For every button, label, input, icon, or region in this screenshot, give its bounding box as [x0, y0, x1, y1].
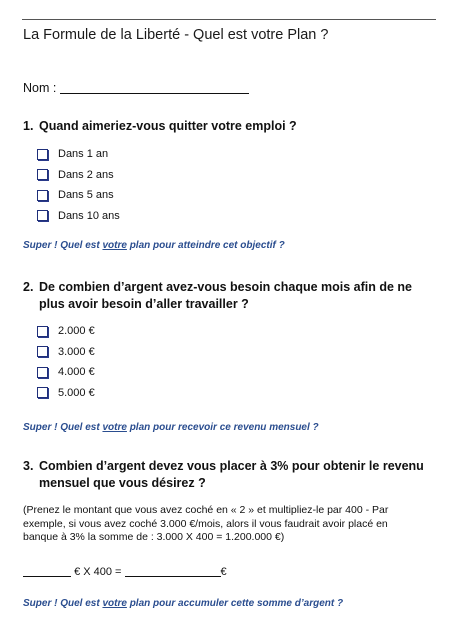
- checkbox-icon[interactable]: [37, 149, 48, 160]
- result-blank[interactable]: [125, 566, 221, 577]
- followup-text-start: Super ! Quel est: [23, 598, 103, 609]
- option-q2-2[interactable]: [37, 342, 95, 363]
- checkbox-icon[interactable]: [37, 210, 48, 221]
- followup-text-start: Super ! Quel est: [23, 422, 103, 433]
- option-label: Dans 1 an: [58, 148, 109, 161]
- checkbox-icon[interactable]: [37, 346, 48, 357]
- question-1-number: 1.: [23, 119, 34, 133]
- option-q2-4[interactable]: [37, 383, 95, 404]
- option-label: Dans 5 ans: [58, 189, 114, 202]
- checkbox-icon[interactable]: [37, 326, 48, 337]
- question-1-options: [37, 144, 120, 226]
- option-q2-1[interactable]: [37, 321, 95, 342]
- checkbox-icon[interactable]: [37, 190, 48, 201]
- option-q2-3[interactable]: [37, 362, 95, 383]
- followup-text-end: plan pour recevoir ce revenu mensuel ?: [126, 422, 319, 433]
- option-q1-3[interactable]: [37, 185, 120, 206]
- page-title: La Formule de la Liberté - Quel est votre Plan ?: [23, 27, 329, 43]
- option-label: 3.000 €: [58, 345, 95, 358]
- question-2-options: [37, 321, 95, 403]
- question-3-number: 3.: [23, 459, 34, 473]
- option-q1-4[interactable]: [37, 206, 120, 227]
- followup-text-start: Super ! Quel est: [23, 240, 103, 251]
- checkbox-icon[interactable]: [37, 367, 48, 378]
- option-q1-1[interactable]: [37, 144, 120, 165]
- question-2-text: De combien d’argent avez-vous besoin chaque mois afin de ne plus avoir besoin d’aller travailler ?: [39, 280, 413, 311]
- question-1: [23, 118, 423, 135]
- header-rule: [22, 19, 436, 20]
- question-2: [23, 279, 428, 313]
- result-unit: €: [220, 566, 227, 578]
- question-2-number: 2.: [23, 280, 34, 294]
- followup-text-end: plan pour atteindre cet objectif ?: [126, 240, 285, 251]
- question-3-text: Combien d’argent devez vous placer à 3% pour obtenir le revenu mensuel que vous désirez ?: [39, 459, 424, 490]
- option-label: Dans 10 ans: [58, 209, 120, 222]
- calculation-row: [23, 566, 227, 578]
- option-label: 4.000 €: [58, 366, 95, 379]
- followup-text-end: plan pour accumuler cette somme d’argent ?: [126, 598, 344, 609]
- followup-emphasis: votre: [102, 240, 127, 251]
- name-label: Nom :: [23, 81, 57, 95]
- question-2-followup: [23, 422, 319, 433]
- followup-emphasis: votre: [102, 598, 127, 609]
- name-field-row: [23, 81, 249, 95]
- option-q1-2[interactable]: [37, 165, 120, 186]
- question-3-followup: [23, 598, 343, 609]
- amount-blank[interactable]: [23, 566, 71, 577]
- option-label: Dans 2 ans: [58, 168, 114, 181]
- question-1-text: Quand aimeriez-vous quitter votre emploi ?: [39, 119, 297, 133]
- checkbox-icon[interactable]: [37, 169, 48, 180]
- option-label: 2.000 €: [58, 325, 95, 338]
- followup-emphasis: votre: [102, 422, 127, 433]
- option-label: 5.000 €: [58, 386, 95, 399]
- question-3-instructions: (Prenez le montant que vous avez coché en « 2 » et multipliez-le par 400 - Par exemple, si vous avez coché 3.000 €/mois, alors il vous faudrait avoir placé en banque à 3% la somme de : 3.000 X 400 = 1.200.000 €): [23, 504, 389, 543]
- question-3: [23, 458, 433, 492]
- checkbox-icon[interactable]: [37, 387, 48, 398]
- name-input-line[interactable]: [60, 81, 249, 94]
- question-1-followup: [23, 240, 285, 251]
- multiplier-text: € X 400 =: [74, 566, 122, 578]
